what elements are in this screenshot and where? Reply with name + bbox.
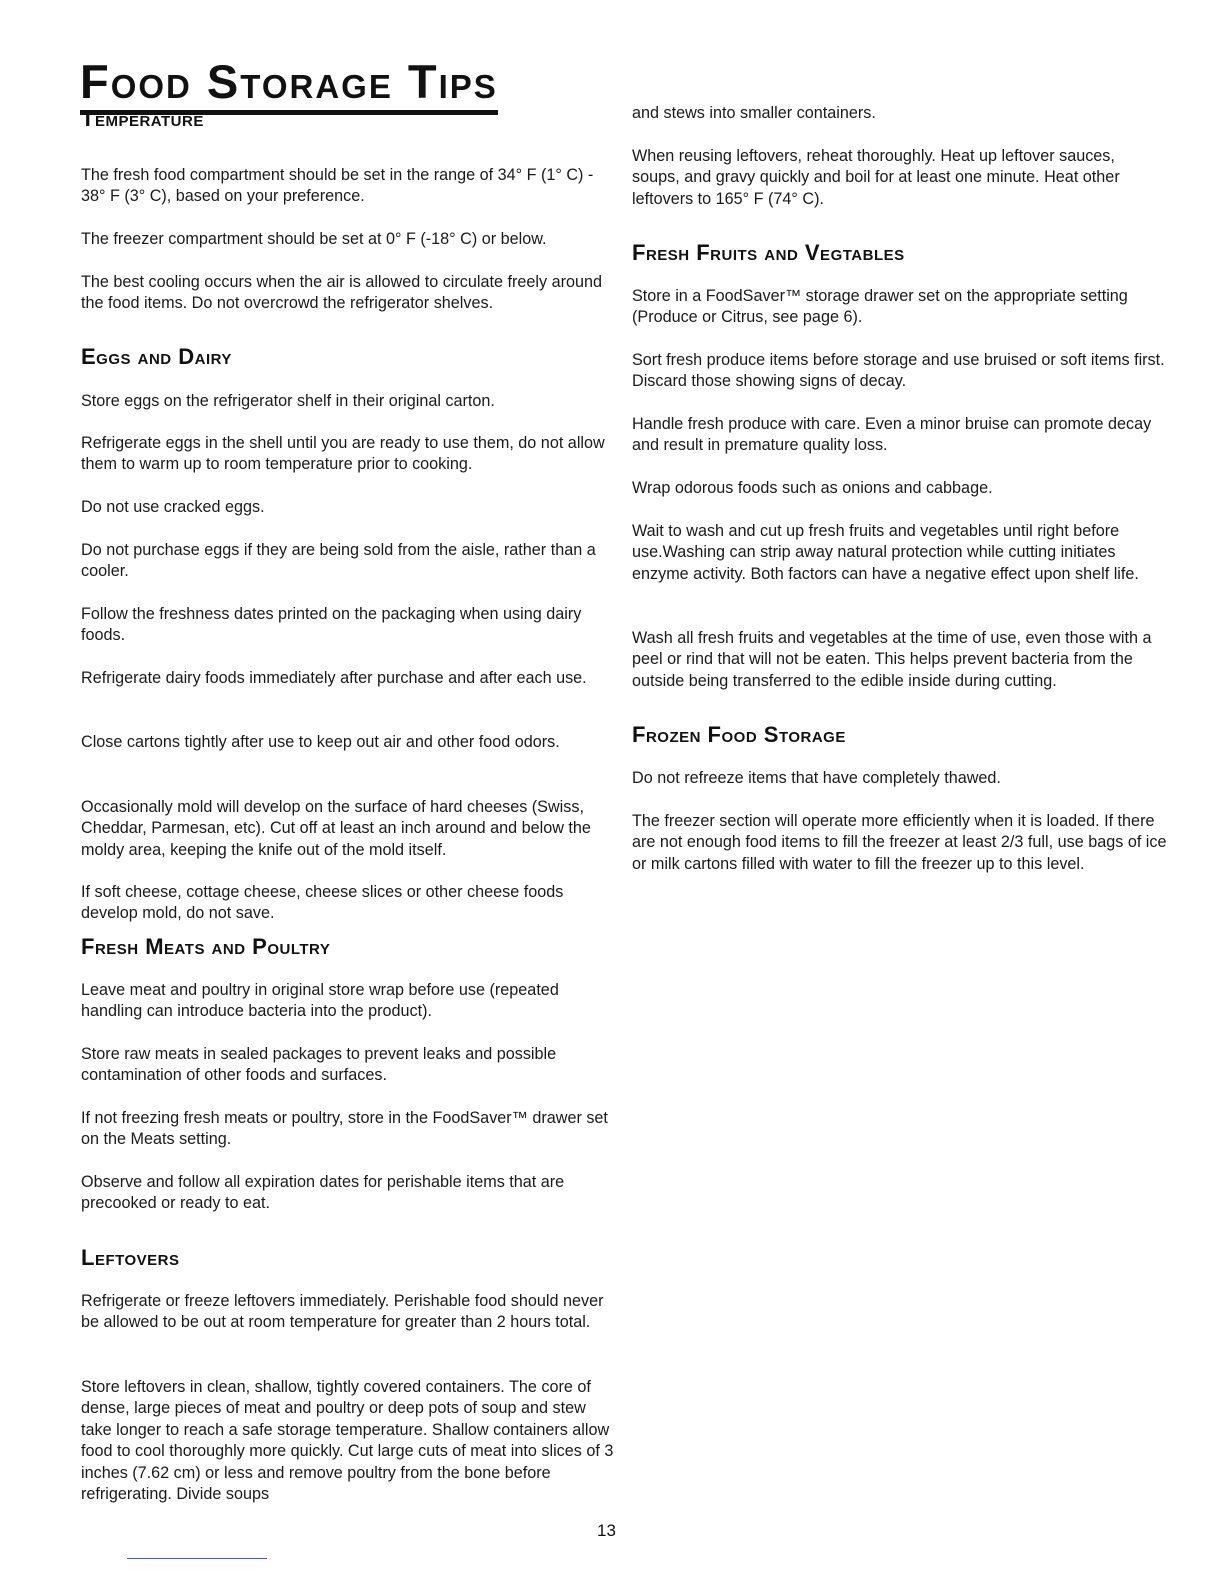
temperature-paragraph: The best cooling occurs when the air is allowed to circulate freely around the food items. Do not overcrowd the refrigerator shelves. [81,273,602,313]
fruits-vegetables-paragraph: Sort fresh produce items before storage and use bruised or soft items first. Discard those showing signs of decay. [632,351,1165,391]
leftovers-paragraph: Refrigerate or freeze leftovers immediately. Perishable food should never be allowed to be out at room temperature for greater than 2 hours total. [81,1292,604,1332]
fruits-vegetables-paragraph: Handle fresh produce with care. Even a minor bruise can promote decay and result in premature quality loss. [632,415,1152,455]
fruits-vegetables-heading: Fresh Fruits and Vegtables [632,240,905,265]
temperature-heading: Temperature [81,106,204,131]
frozen-food-paragraph: The freezer section will operate more efficiently when it is loaded. If there are not enough food items to fill the freezer at least 2/3 full, use bags of ice or milk cartons filled with water to fill the freezer up to this level. [632,812,1167,873]
leftovers-heading: Leftovers [81,1245,180,1270]
leftovers-paragraph: Store leftovers in clean, shallow, tightly covered containers. The core of dense, large pieces of meat and poultry or deep pots of soup and stew take longer to reach a safe storage temperature. Shallow containers allow food to cool thoroughly more quickly. Cut large cuts of meat into slices of 3 inches (7.62 cm) or less and remove poultry from the bone before refrigerating. Divide soups [81,1378,614,1504]
eggs-dairy-paragraph: Close cartons tightly after use to keep out air and other food odors. [81,733,560,751]
meats-poultry-paragraph: Observe and follow all expiration dates for perishable items that are precooked or ready to eat. [81,1173,565,1213]
eggs-dairy-paragraph: Store eggs on the refrigerator shelf in their original carton. [81,392,495,410]
footer-line [127,1558,267,1559]
meats-poultry-paragraph: Leave meat and poultry in original store wrap before use (repeated handling can introduce bacteria into the product). [81,981,559,1021]
frozen-food-paragraph: Do not refreeze items that have completely thawed. [632,769,1001,787]
meats-poultry-paragraph: If not freezing fresh meats or poultry, store in the FoodSaver™ drawer set on the Meats setting. [81,1109,608,1149]
page-title: Food Storage Tips [80,55,498,114]
eggs-dairy-paragraph: If soft cheese, cottage cheese, cheese slices or other cheese foods develop mold, do not save. [81,883,564,923]
frozen-food-heading: Frozen Food Storage [632,722,846,747]
eggs-dairy-heading: Eggs and Dairy [81,344,232,369]
eggs-dairy-paragraph: Do not use cracked eggs. [81,498,265,516]
leftovers-continued-paragraph: and stews into smaller containers. [632,104,876,122]
leftovers-continued-paragraph: When reusing leftovers, reheat thoroughly. Heat up leftover sauces, soups, and gravy quickly and boil for at least one minute. Heat other leftovers to 165° F (74° C). [632,147,1120,208]
temperature-paragraph: The fresh food compartment should be set in the range of 34° F (1° C) - 38° F (3° C), based on your preference. [81,166,594,206]
eggs-dairy-paragraph: Follow the freshness dates printed on the packaging when using dairy foods. [81,605,582,645]
page-number: 13 [597,1521,616,1540]
fruits-vegetables-paragraph: Store in a FoodSaver™ storage drawer set on the appropriate setting (Produce or Citrus, see page 6). [632,287,1128,327]
eggs-dairy-paragraph: Occasionally mold will develop on the surface of hard cheeses (Swiss, Cheddar, Parmesan, etc). Cut off at least an inch around and below the moldy area, keeping the knife out of the mold itself. [81,798,591,859]
fruits-vegetables-paragraph: Wait to wash and cut up fresh fruits and vegetables until right before use.Washing can strip away natural protection while cutting initiates enzyme activity. Both factors can have a negative effect upon shelf life. [632,522,1139,583]
eggs-dairy-paragraph: Refrigerate dairy foods immediately after purchase and after each use. [81,669,587,687]
fruits-vegetables-paragraph: Wrap odorous foods such as onions and cabbage. [632,479,993,497]
meats-poultry-paragraph: Store raw meats in sealed packages to prevent leaks and possible contamination of other foods and surfaces. [81,1045,557,1085]
meats-poultry-heading: Fresh Meats and Poultry [81,934,331,959]
temperature-paragraph: The freezer compartment should be set at 0° F (-18° C) or below. [81,230,547,248]
fruits-vegetables-paragraph: Wash all fresh fruits and vegetables at the time of use, even those with a peel or rind that will not be eaten. This helps prevent bacteria from the outside being transferred to the edible inside during cutting. [632,629,1152,690]
eggs-dairy-paragraph: Refrigerate eggs in the shell until you are ready to use them, do not allow them to warm up to room temperature prior to cooking. [81,434,605,474]
eggs-dairy-paragraph: Do not purchase eggs if they are being sold from the aisle, rather than a cooler. [81,541,596,581]
